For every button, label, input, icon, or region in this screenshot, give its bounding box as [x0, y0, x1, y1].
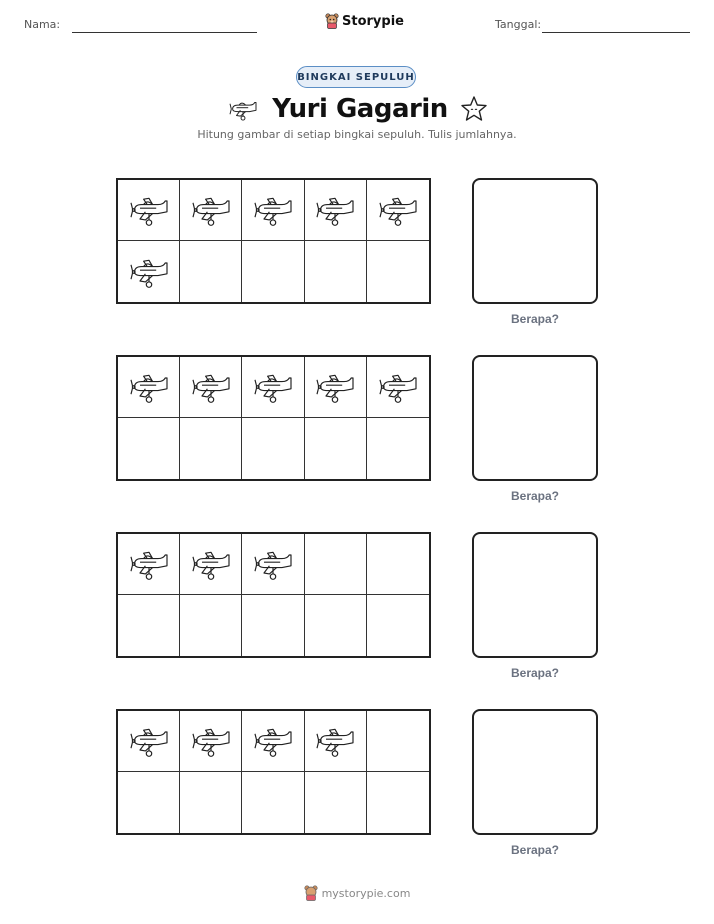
frame-cell [180, 534, 242, 595]
name-field[interactable] [24, 18, 60, 31]
airplane-icon [126, 192, 172, 228]
date-line[interactable] [542, 32, 690, 33]
airplane-icon [250, 546, 296, 582]
frame-cell [180, 595, 242, 656]
bear-mascot-icon [325, 13, 339, 29]
frame-cell [180, 180, 242, 241]
frame-cell [305, 180, 367, 241]
answer-box[interactable] [472, 532, 598, 658]
airplane-icon [188, 723, 234, 759]
ten-frame [116, 178, 431, 304]
frame-cell [305, 357, 367, 418]
frame-cell [242, 241, 304, 302]
airplane-icon [188, 369, 234, 405]
airplane-icon [126, 369, 172, 405]
storypie-logo [325, 13, 404, 29]
frame-cell [118, 595, 180, 656]
airplane-icon [126, 254, 172, 290]
airplane-icon [250, 192, 296, 228]
frame-cell [118, 241, 180, 302]
frame-cell [367, 180, 429, 241]
airplane-icon [188, 192, 234, 228]
airplane-icon [312, 723, 358, 759]
frame-cell [367, 772, 429, 833]
frame-cell [242, 711, 304, 772]
frame-cell [180, 772, 242, 833]
airplane-icon [312, 369, 358, 405]
frame-cell [242, 595, 304, 656]
title-row [0, 90, 714, 128]
frame-cell [367, 534, 429, 595]
frame-cell [118, 534, 180, 595]
frame-cell [118, 772, 180, 833]
footer-url[interactable]: mystorypie.com [321, 886, 411, 900]
airplane-icon [250, 723, 296, 759]
answer-box[interactable] [472, 178, 598, 304]
frame-cell [118, 357, 180, 418]
answer-box[interactable] [472, 709, 598, 835]
frame-cell [367, 418, 429, 479]
name-label: Nama: [24, 18, 61, 31]
airplane-icon [126, 723, 172, 759]
frame-cell [242, 418, 304, 479]
ten-frame [116, 355, 431, 481]
frame-cell [367, 711, 429, 772]
answer-box[interactable] [472, 355, 598, 481]
frame-cell [118, 711, 180, 772]
answer-label: Berapa? [510, 312, 560, 326]
answer-label: Berapa? [510, 843, 560, 857]
frame-cell [242, 534, 304, 595]
date-field[interactable] [495, 18, 541, 31]
answer-label: Berapa? [510, 489, 560, 503]
airplane-icon [375, 192, 421, 228]
ten-frame [116, 532, 431, 658]
frame-cell [180, 711, 242, 772]
frame-cell [118, 180, 180, 241]
bear-mascot-icon [304, 885, 318, 901]
brand-name: Storypie [342, 13, 404, 29]
frame-cell [367, 241, 429, 302]
airplane-icon [188, 546, 234, 582]
footer [0, 885, 714, 901]
frame-cell [118, 418, 180, 479]
frame-cell [367, 357, 429, 418]
airplane-icon [226, 96, 260, 122]
frame-cell [180, 357, 242, 418]
ten-frame [116, 709, 431, 835]
airplane-icon [250, 369, 296, 405]
airplane-icon [312, 192, 358, 228]
frame-cell [242, 357, 304, 418]
worksheet-type-badge: BINGKAI SEPULUH [296, 66, 416, 88]
frame-cell [180, 418, 242, 479]
answer-label: Berapa? [510, 666, 560, 680]
frame-cell [305, 418, 367, 479]
airplane-icon [375, 369, 421, 405]
frame-cell [367, 595, 429, 656]
frame-cell [242, 180, 304, 241]
frame-cell [305, 595, 367, 656]
frame-cell [242, 772, 304, 833]
frame-cell [305, 772, 367, 833]
page-title: Yuri Gagarin [272, 94, 448, 124]
instructions: Hitung gambar di setiap bingkai sepuluh. Tulis jumlahnya. [197, 128, 517, 141]
frame-cell [305, 534, 367, 595]
name-line[interactable] [72, 32, 257, 33]
star-icon [460, 95, 488, 123]
date-label: Tanggal: [495, 18, 542, 31]
airplane-icon [126, 546, 172, 582]
frame-cell [180, 241, 242, 302]
frame-cell [305, 711, 367, 772]
frame-cell [305, 241, 367, 302]
